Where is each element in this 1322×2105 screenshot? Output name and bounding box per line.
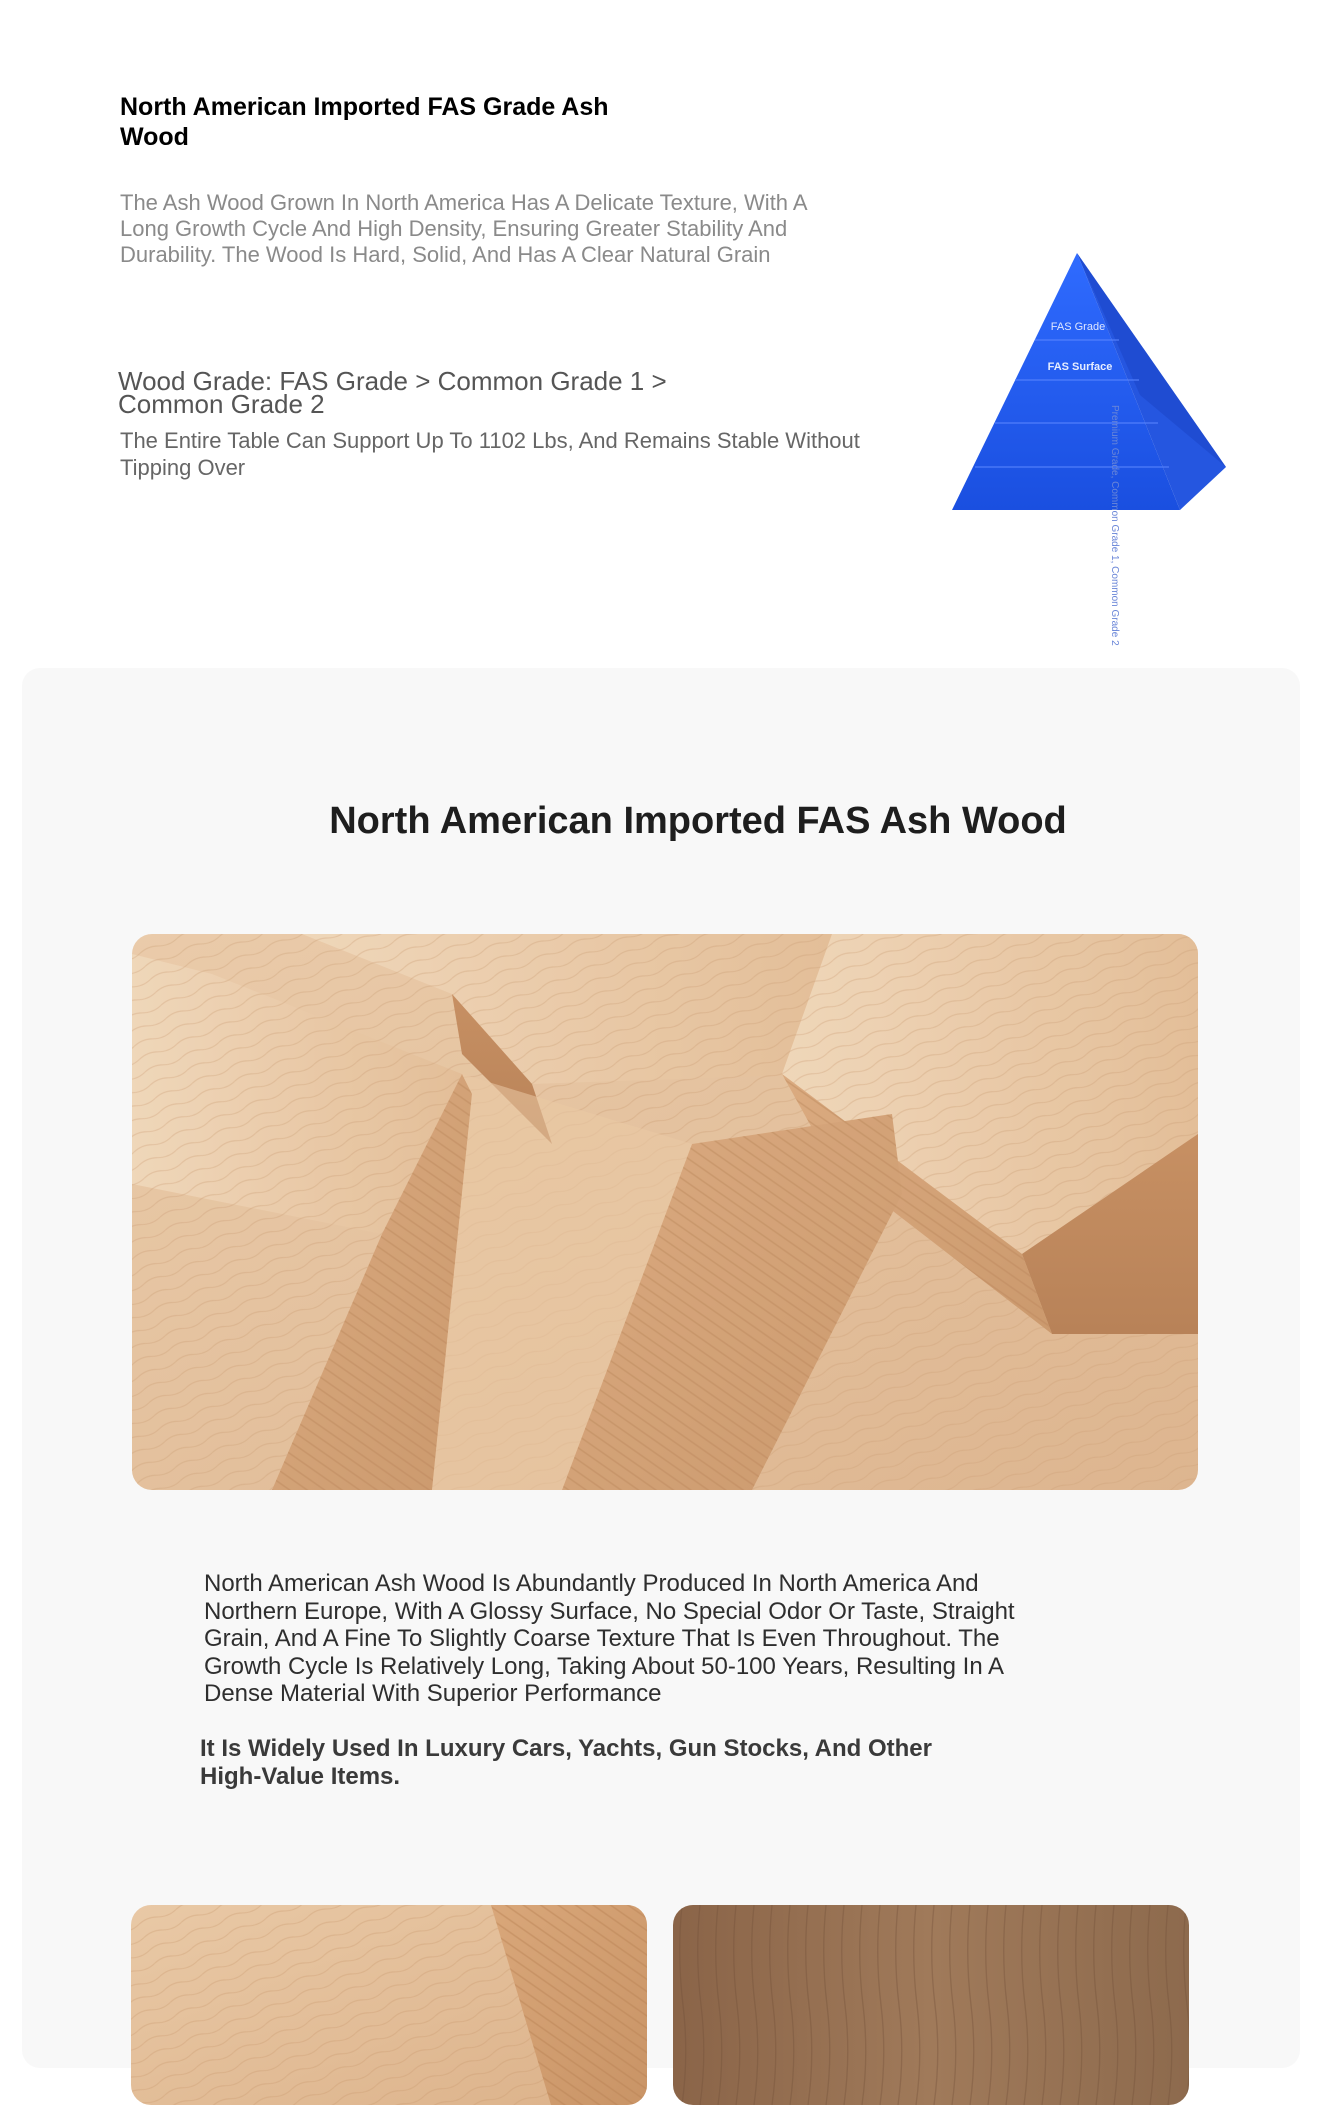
load-capacity-line: The Entire Table Can Support Up To 1102 Lbs, And Remains Stable Without Tipping Over	[120, 428, 860, 480]
wood-grade-line: Wood Grade: FAS Grade > Common Grade 1 > Common Grade 2	[118, 366, 667, 419]
pyramid-side-label: Premium Grade, Common Grade 1, Common Grade 2	[1109, 405, 1120, 646]
ash-wood-blocks-photo	[132, 934, 1198, 1490]
pyramid-label-fas-surface: FAS Surface	[1047, 361, 1113, 373]
pyramid-label-fas-grade: FAS Grade	[1050, 321, 1106, 333]
page-title: North American Imported FAS Grade Ash Wood	[120, 93, 609, 151]
dark-wood-illustration	[673, 1905, 1189, 2105]
section-uses-text: It Is Widely Used In Luxury Cars, Yachts, Gun Stocks, And Other High-Value Items.	[200, 1735, 932, 1790]
ash-wood-closeup-photo	[131, 1905, 647, 2105]
intro-description: The Ash Wood Grown In North America Has A Delicate Texture, With A Long Growth Cycle And High Density, Ensuring Greater Stability And Durability. The Wood Is Hard, Solid, And Has A Clear Natural Grain	[120, 190, 807, 267]
wood-blocks-illustration	[132, 934, 1198, 1490]
section-title: North American Imported FAS Ash Wood	[329, 800, 1067, 842]
grade-pyramid-graphic	[940, 245, 1240, 685]
light-wood-illustration	[131, 1905, 647, 2105]
section-body-text: North American Ash Wood Is Abundantly Produced In North America And Northern Europe, With A Glossy Surface, No Special Odor Or Taste, Straight Grain, And A Fine To Slightly Coarse Texture That Is Even Throughout. The Growth Cycle Is Relatively Long, Taking About 50-100 Years, Resulting In A Dense Material With Superior Performance	[204, 1570, 1015, 1707]
dark-wood-texture-photo	[673, 1905, 1189, 2105]
